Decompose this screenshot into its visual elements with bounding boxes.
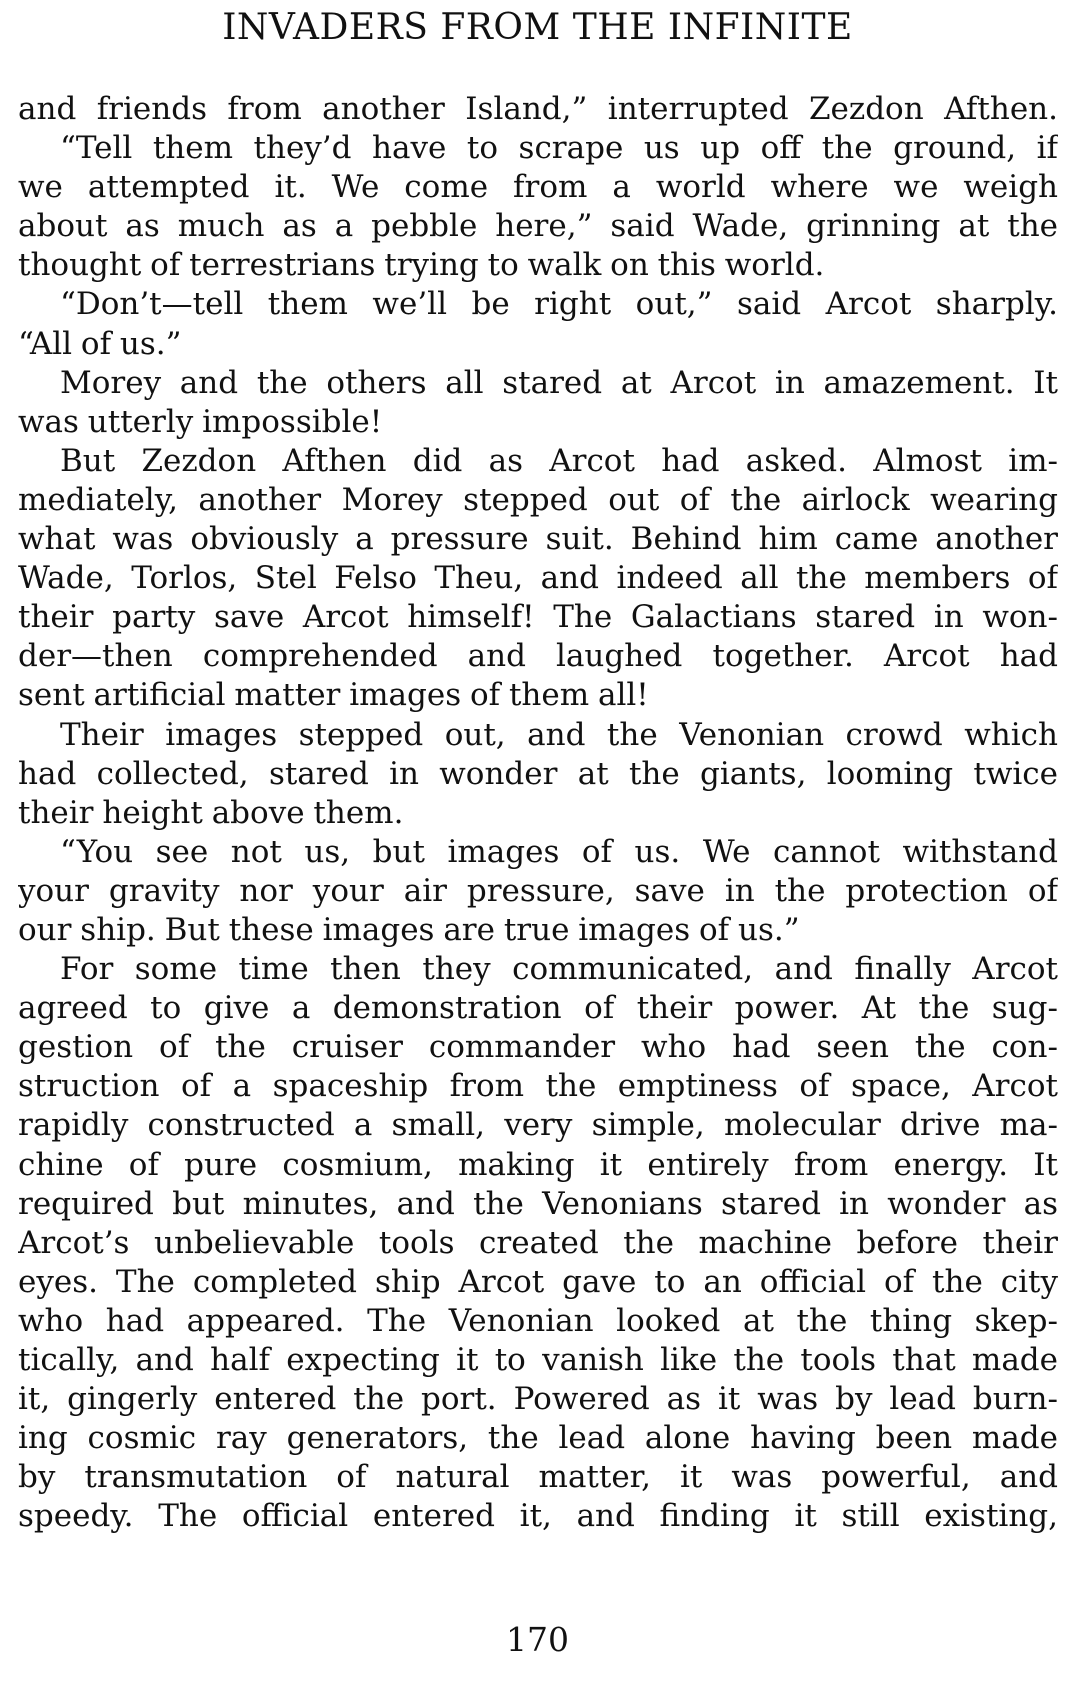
text-line: required but minutes, and the Venonians stared in wonder as	[18, 1185, 1058, 1222]
text-line: “Don’t—tell them we’ll be right out,” said Arcot sharply.	[60, 286, 1058, 323]
text-line: mediately, another Morey stepped out of the airlock wearing	[18, 481, 1058, 518]
text-line: chine of pure cosmium, making it entirely from energy. It	[18, 1146, 1058, 1183]
text-line: ing cosmic ray generators, the lead alone having been made	[18, 1420, 1058, 1457]
text-line: had collected, stared in wonder at the giants, looming twice	[18, 755, 1058, 792]
text-line: Their images stepped out, and the Venonian crowd which	[60, 716, 1058, 753]
text-line: was utterly impossible!	[18, 403, 383, 440]
text-line: we attempted it. We come from a world where we weigh	[18, 169, 1058, 206]
text-line: Arcot’s unbelievable tools created the machine before their	[18, 1224, 1058, 1261]
text-line: gestion of the cruiser commander who had seen the con-	[18, 1029, 1058, 1066]
text-line: For some time then they communicated, and finally Arcot	[60, 951, 1058, 988]
text-line: their height above them.	[18, 794, 404, 831]
body-text	[18, 90, 1058, 1536]
text-line: Wade, Torlos, Stel Felso Theu, and indeed all the members of	[18, 560, 1058, 597]
text-line: by transmutation of natural matter, it was powerful, and	[18, 1459, 1058, 1496]
page-number: 170	[506, 1620, 569, 1659]
text-line: sent artificial matter images of them all!	[18, 677, 649, 714]
text-line: speedy. The official entered it, and finding it still existing,	[18, 1498, 1058, 1535]
text-line: eyes. The completed ship Arcot gave to an official of the city	[18, 1263, 1058, 1300]
text-line: agreed to give a demonstration of their power. At the sug-	[18, 990, 1058, 1027]
text-line: about as much as a pebble here,” said Wade, grinning at the	[18, 208, 1058, 245]
text-line: your gravity nor your air pressure, save in the protection of	[18, 872, 1058, 909]
text-line: “Tell them they’d have to scrape us up off the ground, if	[60, 130, 1058, 167]
text-line: our ship. But these images are true images of us.”	[18, 911, 800, 948]
text-line: rapidly constructed a small, very simple, molecular drive ma-	[18, 1107, 1058, 1144]
text-line: “You see not us, but images of us. We cannot withstand	[60, 833, 1058, 870]
text-line: what was obviously a pressure suit. Behind him came another	[18, 521, 1058, 558]
text-line: it, gingerly entered the port. Powered as it was by lead burn-	[18, 1381, 1058, 1418]
text-line: der—then comprehended and laughed together. Arcot had	[18, 638, 1058, 675]
text-line: struction of a spaceship from the emptiness of space, Arcot	[18, 1068, 1058, 1105]
text-line: “All of us.”	[18, 325, 182, 362]
text-line: But Zezdon Afthen did as Arcot had asked. Almost im-	[60, 442, 1058, 479]
text-line: tically, and half expecting it to vanish like the tools that made	[18, 1342, 1058, 1378]
text-line: their party save Arcot himself! The Galactians stared in won-	[18, 599, 1058, 636]
text-line: and friends from another Island,” interrupted Zezdon Afthen.	[18, 91, 1058, 127]
text-line: who had appeared. The Venonian looked at the thing skep-	[18, 1302, 1058, 1339]
text-line: thought of terrestrians trying to walk on this world.	[18, 247, 825, 284]
running-head-title: INVADERS FROM THE INFINITE	[222, 7, 853, 48]
text-line: Morey and the others all stared at Arcot in amazement. It	[60, 364, 1058, 401]
